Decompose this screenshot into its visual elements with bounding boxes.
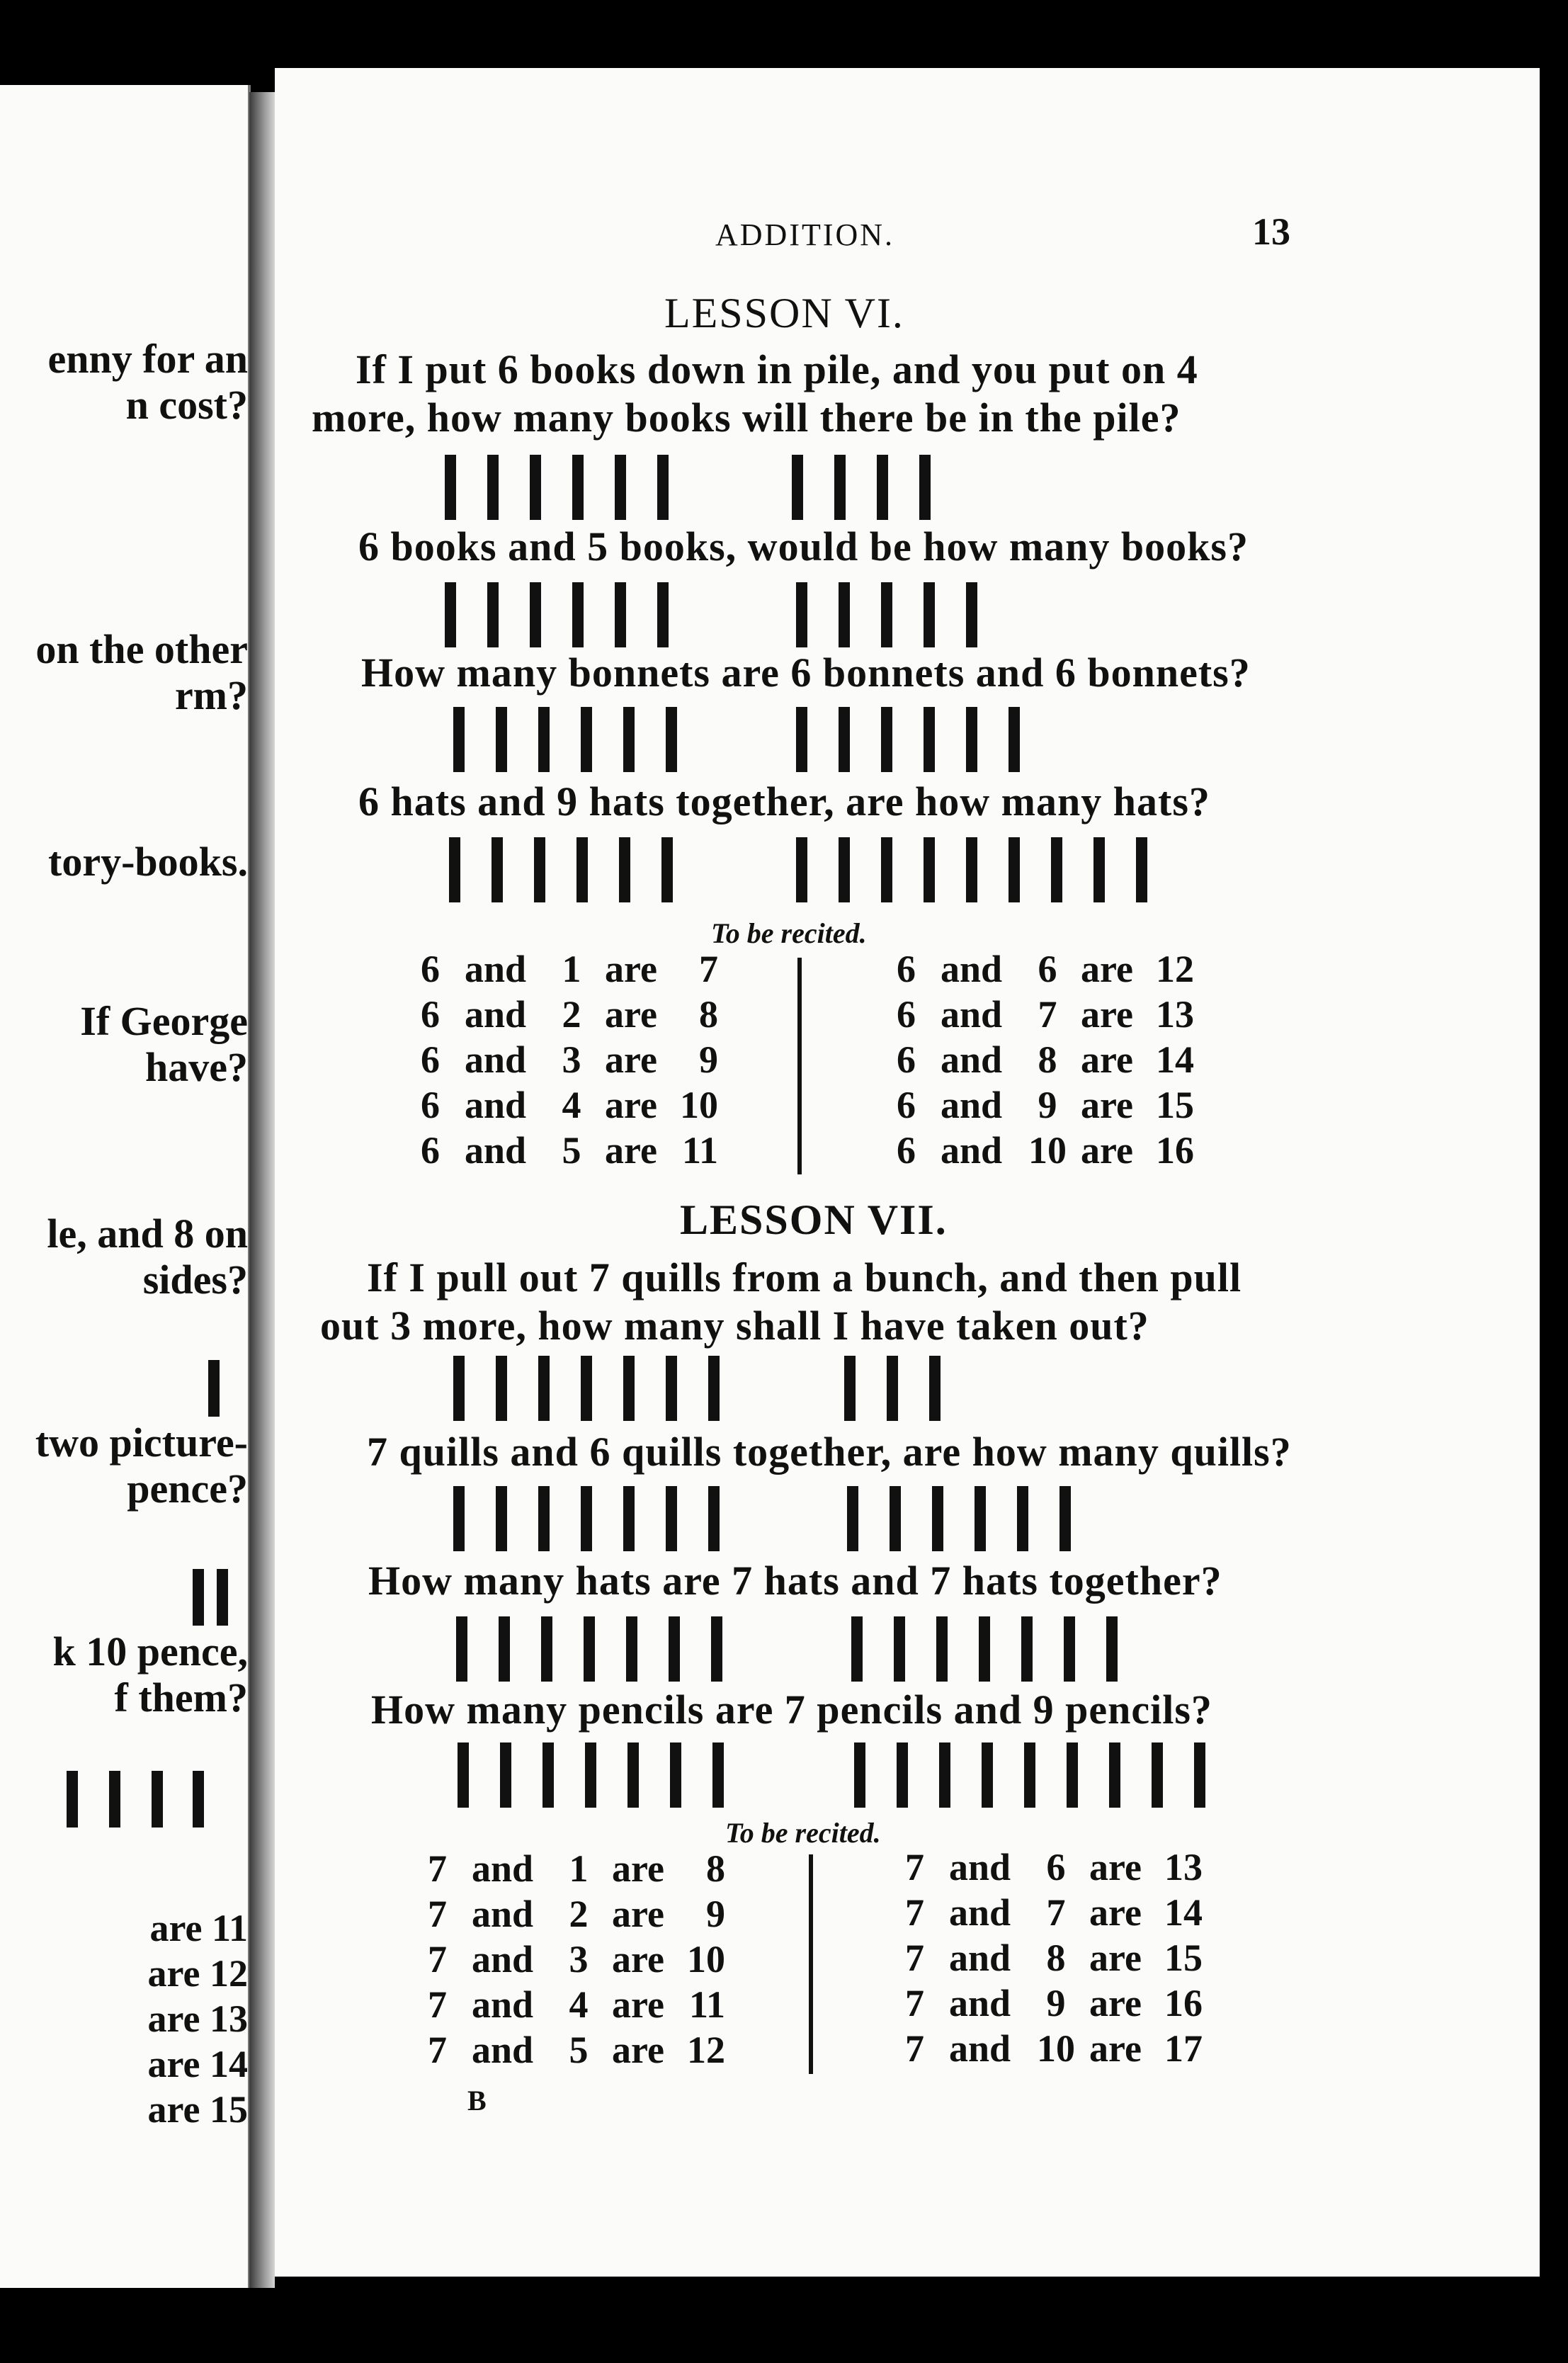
table-cell: 7 [428,1938,447,1980]
tally-bar [881,582,892,647]
lesson-title: LESSON VII. [680,1196,948,1243]
table-cell: and [949,1891,1011,1934]
tally-bar [711,1616,722,1682]
table-cell: 7 [905,1891,924,1934]
table-divider [809,1854,813,2074]
table-cell: 11 [688,1983,725,2026]
table-cell: are [605,1084,657,1126]
table-cell: and [472,1983,534,2026]
left-fragment: n cost? [125,382,248,428]
table-divider [797,958,802,1174]
tally-bar [796,837,807,902]
tally-bar [966,707,977,772]
left-tally-bar [109,1771,120,1828]
table-cell: 6 [421,993,440,1036]
table-cell: 4 [562,1084,581,1126]
left-fragment: k 10 pence, [52,1628,248,1674]
tally-bar [979,1616,990,1682]
tally-bar [534,837,545,902]
left-fragment: two picture- [35,1420,248,1466]
left-tally-bar [193,1569,204,1626]
table-cell: 7 [428,1983,447,2026]
left-fragment: pence? [127,1466,248,1512]
table-cell: are [612,1938,664,1980]
question-line: 6 books and 5 books, would be how many books? [358,523,1249,570]
tally-bar [541,1616,552,1682]
table-cell: 6 [421,1129,440,1172]
table-cell: 7 [1046,1891,1066,1934]
table-row [421,1128,718,1173]
tally-group [453,707,677,772]
book-gutter [249,92,275,2288]
question-line: If I put 6 books down in pile, and you put on 4 [356,346,1198,392]
tally-group [796,837,1147,902]
tally-bar [576,837,588,902]
tally-bar [1024,1742,1035,1808]
tally-bar [929,1356,941,1421]
table-cell: 2 [562,993,581,1036]
table-cell: are [1081,1084,1133,1126]
table-cell: and [465,1084,527,1126]
tally-bar [666,707,677,772]
tally-bar [627,1742,639,1808]
table-cell: 9 [1046,1982,1066,2024]
table-cell: 9 [699,1038,718,1081]
tally-group [847,1486,1071,1551]
tally-bar [1093,837,1105,902]
tally-group [796,582,977,647]
tally-bar [623,707,635,772]
table-cell: 10 [1037,2027,1075,2070]
tally-bar [975,1486,986,1551]
tally-bar [619,837,630,902]
recite-caption: To be recited. [711,917,867,949]
tally-bar [496,1486,507,1551]
tally-bar [542,1742,554,1808]
table-cell: 11 [681,1129,718,1172]
recite-table-right [905,1844,1203,2071]
tally-bar [1059,1486,1071,1551]
tally-bar [581,707,592,772]
table-cell: 7 [699,948,718,990]
left-table-fragment: are 15 [147,2088,248,2131]
tally-group [449,837,673,902]
table-cell: 8 [699,993,718,1036]
tally-bar [585,1742,596,1808]
left-tally-bar [193,1771,204,1828]
table-row [421,992,718,1037]
tally-bar [839,837,850,902]
tally-bar [530,582,541,647]
tally-bar [623,1486,635,1551]
tally-bar [854,1742,865,1808]
tally-bar [1067,1742,1078,1808]
tally-bar [924,837,935,902]
left-tally-bar [152,1771,163,1828]
tally-bar [661,837,673,902]
table-cell: 2 [569,1893,589,1935]
table-cell: 1 [562,948,581,990]
tally-bar [657,455,669,520]
table-cell: 14 [1156,1038,1194,1081]
table-cell: 9 [706,1893,725,1935]
tally-bar [492,837,503,902]
tally-bar [1051,837,1062,902]
lesson-title: LESSON VI. [664,290,904,336]
tally-bar [708,1356,720,1421]
tally-bar [669,1616,680,1682]
left-fragment: tory-books. [48,839,248,885]
tally-bar [581,1356,592,1421]
signature-mark: B [467,2085,487,2116]
tally-bar [500,1742,511,1808]
table-cell: and [472,1847,534,1890]
table-cell: are [1081,948,1133,990]
tally-bar [792,455,803,520]
tally-bar [572,582,584,647]
table-cell: 13 [1164,1846,1203,1888]
table-cell: and [941,1129,1003,1172]
tally-bar [897,1742,908,1808]
question-line: If I pull out 7 quills from a bunch, and then pull [367,1254,1242,1300]
tally-bar [496,707,507,772]
table-cell: and [949,1982,1011,2024]
tally-bar [623,1356,635,1421]
table-cell: 8 [1046,1937,1066,1979]
tally-group [844,1356,941,1421]
tally-bar [449,837,460,902]
tally-bar [1009,707,1020,772]
table-cell: are [612,2029,664,2071]
left-fragment: If George [80,998,248,1044]
tally-bar [936,1616,948,1682]
tally-bar [666,1356,677,1421]
table-cell: and [472,2029,534,2071]
tally-bar [1106,1616,1118,1682]
left-table-fragment: are 13 [147,1998,248,2040]
left-fragment: have? [145,1044,248,1090]
tally-bar [626,1616,637,1682]
table-cell: are [612,1847,664,1890]
tally-group [456,1616,722,1682]
recite-table-left [428,1846,725,2073]
table-cell: are [1089,1937,1142,1979]
table-row [897,1082,1194,1128]
table-cell: and [941,1084,1003,1126]
question-line: out 3 more, how many shall I have taken out? [320,1303,1149,1349]
left-fragment: on the other [35,626,248,672]
table-row [905,1980,1203,2026]
left-fragment: f them? [114,1674,248,1721]
table-cell: 3 [569,1938,589,1980]
tally-bar [887,1356,898,1421]
table-cell: are [605,1129,657,1172]
table-cell: 10 [687,1938,725,1980]
tally-bar [666,1486,677,1551]
tally-group [854,1742,1205,1808]
tally-bar [499,1616,510,1682]
left-fragment: le, and 8 on [47,1211,248,1257]
table-cell: 6 [897,1129,916,1172]
table-cell: 7 [1038,993,1057,1036]
table-cell: 9 [1038,1084,1057,1126]
table-cell: 6 [421,1084,440,1126]
table-cell: 6 [897,993,916,1036]
table-cell: and [472,1938,534,1980]
table-cell: 7 [905,1982,924,2024]
table-cell: and [941,993,1003,1036]
tally-bar [881,837,892,902]
tally-bar [1021,1616,1033,1682]
running-header: ADDITION. [715,217,895,252]
table-row [905,1844,1203,1890]
question-line: How many pencils are 7 pencils and 9 pencils? [371,1687,1212,1733]
tally-bar [834,455,846,520]
tally-bar [487,455,499,520]
tally-bar [453,1356,465,1421]
tally-bar [538,1356,550,1421]
table-cell: are [605,1038,657,1081]
tally-bar [939,1742,950,1808]
tally-bar [657,582,669,647]
table-cell: 14 [1164,1891,1203,1934]
question-line: How many hats are 7 hats and 7 hats together? [368,1558,1222,1604]
table-cell: are [612,1893,664,1935]
left-fragment: enny for an [47,336,248,382]
tally-bar [487,582,499,647]
table-cell: and [472,1893,534,1935]
table-cell: are [1081,1038,1133,1081]
table-row [428,1846,725,1891]
table-cell: and [949,2027,1011,2070]
tally-bar [1136,837,1147,902]
table-cell: are [1081,993,1133,1036]
tally-bar [530,455,541,520]
page-number: 13 [1252,210,1290,253]
table-row [428,1891,725,1937]
tally-bar [708,1486,720,1551]
left-table-fragment: are 12 [147,1952,248,1995]
tally-bar [839,707,850,772]
table-cell: are [1089,1891,1142,1934]
table-cell: 8 [1038,1038,1057,1081]
tally-bar [924,707,935,772]
table-cell: 17 [1164,2027,1203,2070]
tally-bar [1109,1742,1120,1808]
left-page [0,85,251,2288]
table-cell: 16 [1156,1129,1194,1172]
table-cell: 6 [421,1038,440,1081]
table-cell: 7 [905,1937,924,1979]
tally-bar [453,1486,465,1551]
tally-bar [456,1616,467,1682]
tally-group [445,455,669,520]
tally-bar [851,1616,863,1682]
table-cell: are [1089,1846,1142,1888]
tally-bar [496,1356,507,1421]
table-row [897,992,1194,1037]
tally-bar [445,455,456,520]
tally-bar [615,582,626,647]
table-cell: 6 [897,1038,916,1081]
table-cell: are [1089,1982,1142,2024]
table-cell: 6 [897,1084,916,1126]
table-row [897,1128,1194,1173]
table-row [905,1935,1203,1980]
tally-bar [712,1742,724,1808]
table-row [897,1037,1194,1082]
left-tally-bar [67,1771,78,1828]
table-cell: 15 [1156,1084,1194,1126]
table-cell: 7 [905,2027,924,2070]
tally-group [445,582,669,647]
tally-bar [1017,1486,1028,1551]
table-cell: 3 [562,1038,581,1081]
table-row [897,946,1194,992]
tally-bar [538,707,550,772]
left-tally-bar [217,1569,228,1626]
table-cell: 12 [1156,948,1194,990]
table-cell: and [465,993,527,1036]
tally-bar [796,582,807,647]
tally-bar [1152,1742,1163,1808]
table-row [421,1082,718,1128]
recite-table-left [421,946,718,1173]
tally-bar [1064,1616,1075,1682]
tally-bar [881,707,892,772]
table-cell: 5 [569,2029,589,2071]
table-cell: 4 [569,1983,589,2026]
tally-bar [796,707,807,772]
table-cell: and [941,1038,1003,1081]
left-fragment: rm? [174,672,248,718]
table-cell: are [605,948,657,990]
table-cell: are [612,1983,664,2026]
table-cell: 6 [1046,1846,1066,1888]
tally-bar [1009,837,1020,902]
left-table-fragment: are 14 [147,2043,248,2085]
table-cell: and [941,948,1003,990]
tally-bar [670,1742,681,1808]
table-cell: are [1081,1129,1133,1172]
tally-bar [982,1742,993,1808]
table-cell: 7 [905,1846,924,1888]
table-cell: 7 [428,2029,447,2071]
tally-bar [844,1356,856,1421]
question-line: 7 quills and 6 quills together, are how many quills? [367,1429,1292,1475]
table-row [905,1890,1203,1935]
recite-table-right [897,946,1194,1173]
question-line: How many bonnets are 6 bonnets and 6 bonnets? [361,650,1251,696]
question-line: more, how many books will there be in the pile? [312,395,1181,441]
table-cell: 7 [428,1847,447,1890]
tally-bar [538,1486,550,1551]
tally-bar [572,455,584,520]
tally-bar [924,582,935,647]
tally-bar [877,455,888,520]
table-cell: 5 [562,1129,581,1172]
tally-bar [966,837,977,902]
question-line: 6 hats and 9 hats together, are how many hats? [358,778,1210,824]
table-row [905,2026,1203,2071]
table-cell: and [465,1038,527,1081]
table-row [421,946,718,992]
left-tally-bar [208,1360,220,1417]
table-cell: 8 [706,1847,725,1890]
tally-group [453,1486,720,1551]
tally-bar [839,582,850,647]
table-row [421,1037,718,1082]
tally-bar [453,707,465,772]
tally-bar [847,1486,858,1551]
tally-bar [932,1486,943,1551]
table-cell: 6 [897,948,916,990]
table-cell: 6 [1038,948,1057,990]
table-cell: 15 [1164,1937,1203,1979]
tally-bar [581,1486,592,1551]
tally-bar [894,1616,905,1682]
tally-bar [584,1616,595,1682]
table-cell: and [465,948,527,990]
tally-group [792,455,931,520]
table-cell: 1 [569,1847,589,1890]
recite-caption: To be recited. [725,1817,881,1849]
table-row [428,2027,725,2073]
tally-group [796,707,1020,772]
tally-bar [966,582,977,647]
table-cell: 12 [687,2029,725,2071]
tally-group [851,1616,1118,1682]
table-cell: and [949,1846,1011,1888]
left-fragment: sides? [142,1257,248,1303]
table-row [428,1982,725,2027]
table-cell: and [949,1937,1011,1979]
table-cell: 13 [1156,993,1194,1036]
table-cell: 10 [1028,1129,1067,1172]
table-cell: 6 [421,948,440,990]
table-cell: 10 [680,1084,718,1126]
tally-group [458,1742,724,1808]
tally-group [453,1356,720,1421]
tally-bar [919,455,931,520]
table-cell: are [1089,2027,1142,2070]
tally-bar [890,1486,901,1551]
table-cell: are [605,993,657,1036]
tally-bar [1194,1742,1205,1808]
table-row [428,1937,725,1982]
table-cell: 16 [1164,1982,1203,2024]
left-table-fragment: are 11 [149,1907,248,1949]
table-cell: 7 [428,1893,447,1935]
tally-bar [445,582,456,647]
tally-bar [615,455,626,520]
tally-bar [458,1742,469,1808]
table-cell: and [465,1129,527,1172]
